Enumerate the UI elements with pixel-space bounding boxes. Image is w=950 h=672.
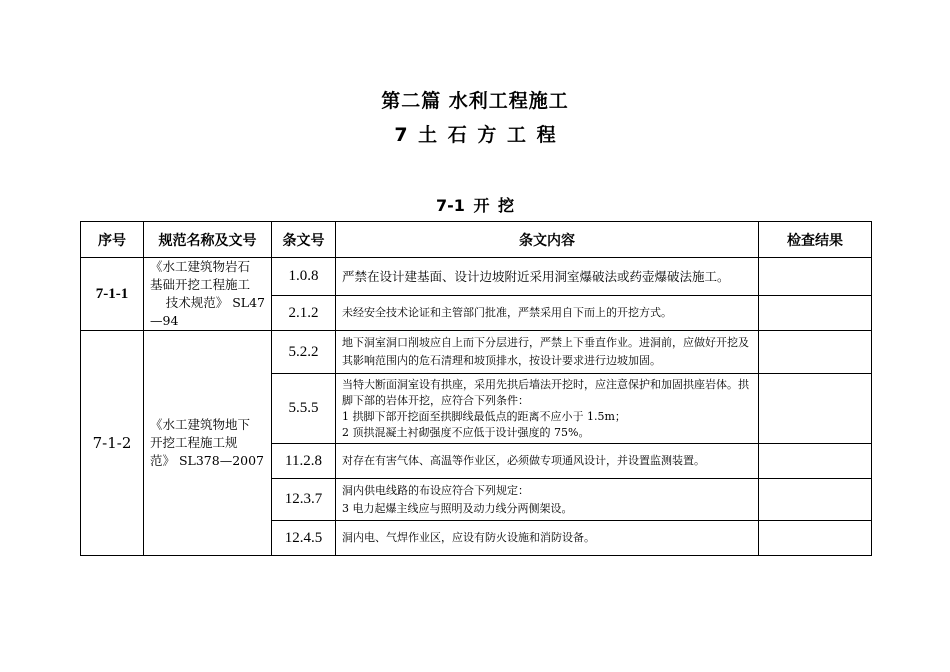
content-cell	[336, 479, 759, 521]
column-header-seq: 序号	[81, 222, 144, 258]
clause-cell: 5.5.5	[272, 374, 336, 444]
standard-line: —94	[150, 313, 179, 328]
result-cell[interactable]	[759, 296, 872, 331]
seq-cell: 7-1-1	[81, 258, 144, 331]
content-cell	[336, 296, 759, 331]
content-cell	[336, 331, 759, 374]
standard-line: 《水工建筑物地下	[150, 417, 251, 432]
content-line: 对存在有害气体、高温等作业区，必须做专项通风设计，并设置监测装置。	[342, 454, 705, 467]
content-line: 严禁在设计建基面、设计边坡附近采用洞室爆破法或药壶爆破法施工。	[342, 268, 730, 284]
standard-line: 开挖工程施工规	[150, 435, 238, 450]
chapter-title: 7 土 石 方 工 程	[394, 124, 556, 146]
result-cell[interactable]	[759, 331, 872, 374]
clause-cell: 1.0.8	[272, 258, 336, 296]
content-line: 当特大断面洞室设有拱座，采用先拱后墙法开挖时，应注意保护和加固拱座岩体。拱脚下部的岩体开挖，应符合下列条件：	[342, 377, 749, 407]
content-line: 3 电力起爆主线应与照明及动力线分两侧架设。	[342, 501, 573, 515]
part-title: 第二篇 水利工程施工	[381, 90, 569, 112]
result-cell[interactable]	[759, 374, 872, 444]
table-header-row	[81, 222, 872, 258]
column-header-standard: 规范名称及文号	[144, 222, 272, 258]
column-header-clause: 条文号	[272, 222, 336, 258]
content-cell	[336, 258, 759, 296]
inspection-table	[80, 221, 872, 556]
clause-cell: 11.2.8	[272, 444, 336, 479]
content-line: 地下洞室洞口削坡应自上而下分层进行，严禁上下垂直作业。进洞前，应做好开挖及其影响范围内的危石清理和坡顶排水，按设计要求进行边坡加固。	[342, 336, 749, 367]
result-cell[interactable]	[759, 521, 872, 556]
clause-cell: 2.1.2	[272, 296, 336, 331]
clause-cell: 5.2.2	[272, 331, 336, 374]
result-cell[interactable]	[759, 479, 872, 521]
standard-line: 技术规范》 SL47	[165, 295, 265, 310]
content-cell	[336, 521, 759, 556]
content-line: 1 拱脚下部开挖面至拱脚线最低点的距离不应小于 1.5m；	[342, 409, 626, 423]
standard-line: 《水工建筑物岩石	[150, 259, 251, 274]
table-row	[81, 258, 872, 296]
content-cell	[336, 374, 759, 444]
clause-cell: 12.4.5	[272, 521, 336, 556]
result-cell[interactable]	[759, 258, 872, 296]
standard-line: 基础开挖工程施工	[150, 277, 251, 292]
table-row	[81, 331, 872, 374]
content-line: 洞内电、气焊作业区，应设有防火设施和消防设备。	[342, 531, 595, 544]
content-line: 未经安全技术论证和主管部门批准，严禁采用自下而上的开挖方式。	[342, 306, 672, 320]
section-title: 7-1 开 挖	[435, 196, 515, 215]
standard-cell	[144, 331, 272, 556]
standard-cell	[144, 258, 272, 331]
column-header-content: 条文内容	[336, 222, 759, 258]
clause-cell: 12.3.7	[272, 479, 336, 521]
standard-line: 范》 SL378—2007	[150, 453, 265, 468]
seq-cell: 7-1-2	[81, 331, 144, 556]
result-cell[interactable]	[759, 444, 872, 479]
content-cell	[336, 444, 759, 479]
content-line: 洞内供电线路的布设应符合下列规定：	[342, 483, 529, 497]
content-line: 2 顶拱混凝土衬砌强度不应低于设计强度的 75%。	[342, 425, 590, 439]
column-header-result: 检查结果	[759, 222, 872, 258]
